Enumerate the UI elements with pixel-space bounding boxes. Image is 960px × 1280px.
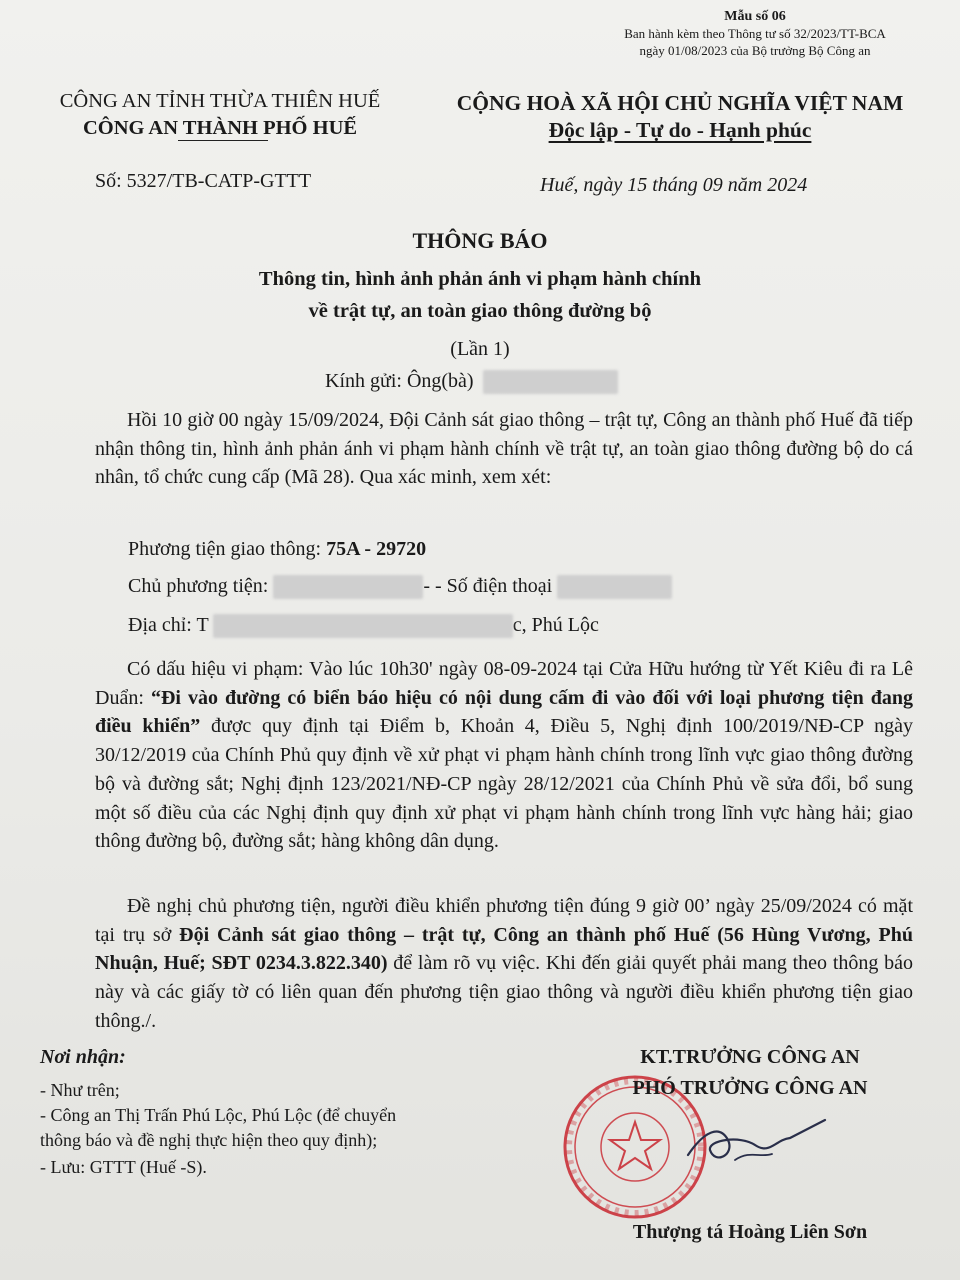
recipient-item: - Công an Thị Trấn Phú Lộc, Phú Lộc (để chuyển xyxy=(40,1105,397,1125)
signer-name: Thượng tá Hoàng Liên Sơn xyxy=(632,1221,868,1243)
owner-fragment: - xyxy=(423,575,430,597)
redacted-address xyxy=(213,614,513,638)
document-number: Số: 5327/TB-CATP-GTTT xyxy=(95,170,312,192)
request-rest: để làm rõ vụ việc. Khi đến giải quyết phải mang theo thông báo này và các giấy tờ có liên quan đến phương tiện giao thông và người điều khiển phương tiện giao thông./. xyxy=(95,952,914,1032)
document-title: THÔNG BÁO xyxy=(412,228,548,253)
vehicle-line xyxy=(128,538,426,561)
owner-label: Chủ phương tiện: xyxy=(128,575,269,597)
signature-authority-2: PHÓ TRƯỞNG CÔNG AN xyxy=(632,1077,868,1099)
agency-underline xyxy=(178,140,268,141)
violation-lead: Có dấu hiệu vi phạm: Vào lúc 10h30' ngày 08-09-2024 tại Cửa Hữu hướng từ Yết Kiêu đi ra Lê Duẩn: xyxy=(95,658,913,709)
document-subtitle-1: Thông tin, hình ảnh phản ánh vi phạm hành chính xyxy=(258,268,702,290)
redacted-recipient-name xyxy=(483,370,618,394)
redacted-owner-name xyxy=(273,575,423,599)
recipient-line xyxy=(325,370,618,394)
vehicle-label: Phương tiện giao thông: xyxy=(128,538,327,560)
document-date: Huế, ngày 15 tháng 09 năm 2024 xyxy=(540,174,808,196)
issuing-agency xyxy=(20,88,420,142)
address-label: Địa chỉ: xyxy=(128,614,197,636)
request-paragraph xyxy=(95,892,913,1036)
violation-description: “Đi vào đường có biển báo hiệu có nội dung cấm đi vào đối với loại phương tiện đang điều khiển” xyxy=(95,686,913,738)
form-note-line-1: Ban hành kèm theo Thông tư số 32/2023/TT-BCA xyxy=(624,26,886,41)
phone-label: - Số điện thoại xyxy=(429,575,558,597)
national-motto: Độc lập - Tự do - Hạnh phúc xyxy=(548,118,812,142)
issuing-unit: CÔNG AN THÀNH PHỐ HUẾ xyxy=(82,117,358,139)
owner-line xyxy=(128,575,672,599)
violation-legal-basis: được quy định tại Điểm b, Khoản 4, Điều 5, Nghị định 100/2019/NĐ-CP ngày 30/12/2019 của Chính Phủ quy định về xử phạt vi phạm hành chính trong lĩnh vực giao thông đường bộ và đường sắt; Nghị định 123/2021/NĐ-CP ngày 28/12/2021 của Chính Phủ về sửa đổi, bổ sung một số điều của các Nghị định quy định xử phạt vi phạm hành chính trong lĩnh vực hàng hải; giao thông đường bộ, đường sắt; hàng không dân dụng. xyxy=(95,715,913,853)
address-fragment-start: T xyxy=(196,614,209,636)
recipient-label: Kính gửi: Ông(bà) xyxy=(325,370,474,392)
signature-authority-1: KT.TRƯỞNG CÔNG AN xyxy=(640,1046,860,1068)
parent-agency: CÔNG AN TỈNH THỪA THIÊN HUẾ xyxy=(59,90,381,112)
nation-name: CỘNG HOÀ XÃ HỘI CHỦ NGHĨA VIỆT NAM xyxy=(456,91,904,115)
request-place: Đội Cảnh sát giao thông – trật tự, Công an thành phố Huế (56 Hùng Vương, Phú Nhuận, Huế; SĐT 0234.3.822.340) xyxy=(95,923,913,975)
national-header xyxy=(420,90,940,144)
form-number: Mẫu số 06 xyxy=(724,9,786,24)
address-fragment-end: c, Phú Lộc xyxy=(512,614,599,636)
violation-paragraph xyxy=(95,655,913,856)
request-lead: Đề nghị chủ phương tiện, người điều khiển phương tiện đúng 9 giờ 00’ ngày 25/09/2024 có mặt tại trụ sở xyxy=(95,895,913,946)
license-plate: 75A - 29720 xyxy=(326,538,427,560)
notice-round: (Lần 1) xyxy=(450,338,510,360)
redacted-phone-number xyxy=(557,575,672,599)
form-note xyxy=(560,8,950,59)
recipient-item: - Lưu: GTTT (Huế -S). xyxy=(40,1157,207,1177)
recipient-item: thông báo và đề nghị thực hiện theo quy định); xyxy=(40,1130,378,1150)
recipients-title: Nơi nhận: xyxy=(40,1046,126,1068)
recipient-item: - Như trên; xyxy=(40,1080,120,1100)
address-line xyxy=(128,614,599,638)
document-subtitle-2: về trật tự, an toàn giao thông đường bộ xyxy=(308,300,652,322)
handwritten-signature xyxy=(680,1110,830,1180)
intro-paragraph: Hồi 10 giờ 00 ngày 15/09/2024, Đội Cảnh sát giao thông – trật tự, Công an thành phố Huế đã tiếp nhận thông tin, hình ảnh phản ánh vi phạm hành chính về trật tự, an toàn giao thông đường bộ do cá nhân, tổ chức cung cấp (Mã 28). Qua xác minh, xem xét: xyxy=(95,409,913,489)
form-note-line-2: ngày 01/08/2023 của Bộ trưởng Bộ Công an xyxy=(639,43,871,58)
